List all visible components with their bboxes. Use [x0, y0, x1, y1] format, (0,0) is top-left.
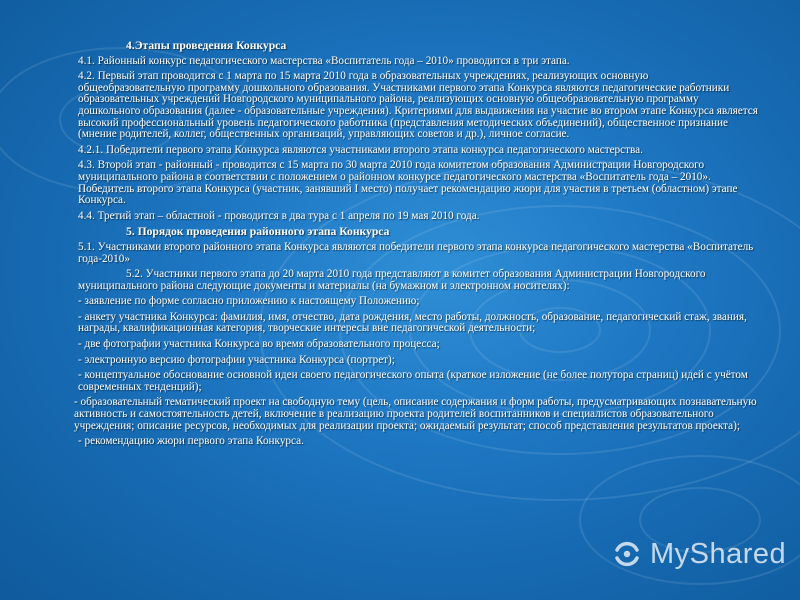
list-item: - заявление по форме согласно приложению к настоящему Положению;	[78, 295, 420, 308]
heading-order: 5. Порядок проведения районного этапа Конкурса	[126, 225, 390, 239]
list-item: - рекомендацию жюри первого этапа Конкурса.	[78, 435, 304, 448]
myshared-watermark	[610, 537, 786, 571]
paragraph-4-2-1: 4.2.1. Победители первого этапа Конкурса являются участниками второго этапа конкурса педагогического мастерства.	[78, 143, 643, 156]
paragraph-5-2: 5.2. Участники первого этапа до 20 марта 2010 года представляют в комитет образования Администрации Новгородского муниципального района следующие документы и материалы (на бумажном и электронном носителях):	[78, 268, 706, 292]
list-item: - две фотографии участника Конкурса во время образовательного процесса;	[78, 338, 440, 351]
paragraph-4-1: 4.1. Районный конкурс педагогического мастерства «Воспитатель года – 2010» проводится в три этапа.	[78, 54, 570, 67]
list-item: - концептуальное обоснование основной идеи своего педагогического опыта (краткое изложение (не более полутора страниц) идей с учётом современных тенденций);	[78, 369, 748, 393]
watermark-text: MyShared	[650, 537, 787, 570]
list-item: - анкету участника Конкурса: фамилия, имя, отчество, дата рождения, место работы, должность, образование, педагогический стаж, звания, награды, квалификационная категория, творческие интересы вне педагогической деятельности;	[78, 310, 747, 335]
myshared-logo-icon	[610, 537, 644, 571]
paragraph-4-2: 4.2. Первый этап проводится с 1 марта по 15 марта 2010 года в образовательных учреждениях, реализующих основную общеобразовательную программу дошкольного образования. Участниками первого этапа Конкурса являются педагогические работники образовательных учреждений Новгородского муниципального района, реализующих основную общеобразовательную программу дошкольного образования (далее - образовательные учреждения). Критериями для выдвижения на участие во втором этапе Конкурса является высокий профессиональный уровень педагогического работника (представления методических объединений), общественное признание (мнение родителей, коллег, общественных организаций, управляющих советов и др.), личное согласие.	[78, 70, 758, 141]
list-item: - образовательный тематический проект на свободную тему (цель, описание содержания и форм работы, предусматривающих познавательную активность и самостоятельность детей, включение в реализацию проекта родителей воспитанников и специалистов образовательного учреждения; описание ресурсов, необходимых для реализации проекта; ожидаемый результат; способ представления результатов проекта);	[74, 396, 757, 432]
paragraph-4-3: 4.3. Второй этап - районный - проводится с 15 марта по 30 марта 2010 года комитетом образования Администрации Новгородского муниципального района в соответствии с положением о районном конкурсе педагогического мастерства «Воспитатель года – 2010». Победитель второго этапа Конкурса (участник, занявший I место) получает рекомендацию жюри для участия в третьем (областном) этапе Конкурса.	[78, 159, 738, 207]
paragraph-4-4: 4.4. Третий этап – областной - проводится в два тура с 1 апреля по 19 мая 2010 года.	[78, 209, 480, 222]
slide-text-content	[74, 39, 758, 452]
heading-stages: 4.Этапы проведения Конкурса	[126, 39, 287, 52]
paragraph-5-1: 5.1. Участниками второго районного этапа Конкурса являются победители первого этапа конкурса педагогического мастерства «Воспитатель года-2010»	[78, 240, 754, 265]
list-item: - электронную версию фотографии участника Конкурса (портрет);	[78, 353, 395, 366]
